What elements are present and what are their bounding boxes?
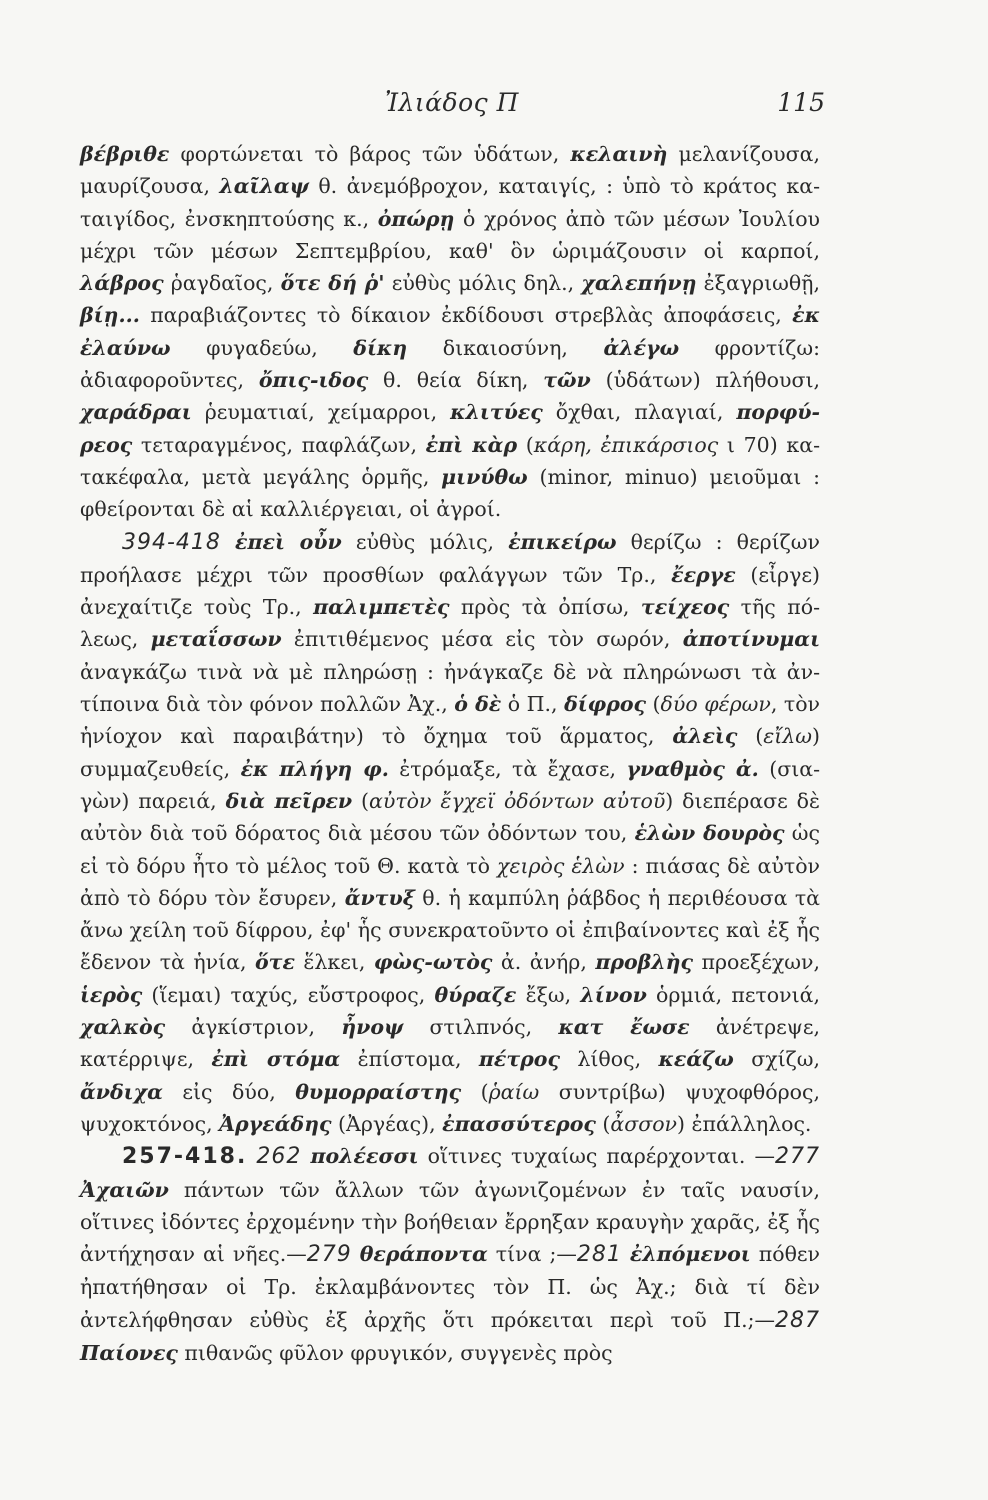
gloss-text: ( xyxy=(352,788,370,813)
gloss-text: ( xyxy=(517,432,534,457)
lemma: Ἀργεάδης xyxy=(219,1111,332,1136)
lemma: ἐπὶ κὰρ xyxy=(425,432,518,457)
lemma: λαῖλαψ xyxy=(219,174,309,199)
gloss-text: πιθανῶς φῦλον φρυγικόν, συγγενὲς πρὸς xyxy=(177,1340,613,1365)
italic-phrase: χειρὸς ἑλὼν xyxy=(497,853,625,878)
lemma: λάβρος xyxy=(80,271,164,296)
lemma: προβλὴς xyxy=(595,950,694,975)
gloss-text: δικαιοσύνη, xyxy=(407,335,604,360)
paragraph-1 xyxy=(80,138,820,526)
gloss-text xyxy=(622,1242,630,1266)
italic-phrase: εἴλω xyxy=(763,724,812,749)
gloss-text: ) ἐπάλληλος. xyxy=(677,1111,812,1136)
lemma: πολέεσσι xyxy=(310,1144,419,1169)
gloss-text: : πιάσας δὲ αὐτὸν ἀπὸ τὸ δόρυ τὸν ἔσυρεν, xyxy=(80,853,820,910)
lemma: κελαινὴ xyxy=(570,142,668,166)
gloss-text: οἵτινες τυχαίως παρέρχονται. — xyxy=(418,1144,775,1169)
gloss-text: ἐπίστομα, xyxy=(340,1047,479,1072)
gloss-text: θερίζω : θερίζων προήλασε μέχρι τῶν προσθίων φαλάγγων τῶν Τρ., xyxy=(80,529,820,587)
lemma: τῶν xyxy=(543,368,591,393)
gloss-text xyxy=(352,1242,360,1266)
gloss-text: πρὸς τὰ ὀπίσω, xyxy=(449,595,641,620)
lemma: χαράδραι xyxy=(80,400,192,425)
gloss-text: θ. ἡ καμπύλη ῥάβδος ἡ περιθέουσα τὰ ἄνω χείλη τοῦ δίφρου, ἐφ' ἧς συνεκρατοῦντο οἱ ἐπιβαίνοντες καὶ ἐξ ἧς ἔδενον τὰ ἡνία, xyxy=(80,885,821,975)
italic-phrase: κάρη, ἐπικάρσιος xyxy=(533,432,719,457)
lemma: Παίονες xyxy=(80,1340,178,1365)
gloss-text: ἐξαγριωθῇ, xyxy=(696,271,820,296)
page-number: 115 xyxy=(777,88,825,117)
gloss-text: ὄχθαι, πλαγιαί, xyxy=(542,400,737,425)
italic-phrase: δύο φέρων xyxy=(660,692,771,717)
gloss-text: συντρίβω) ψυχοφθόρος, ψυχοκτόνος, xyxy=(80,1079,820,1136)
gloss-text: ( xyxy=(461,1079,489,1104)
gloss-text: εὐθὺς μόλις, xyxy=(341,529,509,554)
gloss-text: ἀ. ἀνήρ, xyxy=(492,950,596,975)
gloss-text: εὐθὺς μόλις δηλ., xyxy=(384,271,582,296)
lemma: ἔεργε xyxy=(671,562,736,587)
lemma: ἀλέγω xyxy=(603,335,680,360)
line-reference: 394-418 xyxy=(122,529,221,555)
running-head: Ἰλιάδος Π xyxy=(385,88,519,117)
gloss-text: , τὸν ἡνίοχον καὶ παραιβάτην) τὸ ὄχημα τοῦ ἅρματος, xyxy=(80,692,821,749)
gloss-text: (ἵεμαι) ταχύς, εὔστροφος, xyxy=(142,982,435,1007)
gloss-text: πόθεν ἠπατήθησαν οἱ Τρ. ἐκλαμβάνοντες τὸν Π. ὡς Ἀχ.; διὰ τί δὲν ἀντελήφθησαν εὐθὺς ἐξ ἀρχῆς ὅτι πρόκειται περὶ τοῦ Π.;— xyxy=(80,1242,820,1332)
gloss-text: ( xyxy=(737,724,764,749)
paragraph-257-418 xyxy=(80,1140,820,1369)
lemma: ἦνοψ xyxy=(341,1015,404,1040)
lemma: ἐπὶ στόμα xyxy=(211,1047,341,1072)
lemma: θύραζε xyxy=(434,982,517,1007)
gloss-text: ( xyxy=(595,1111,611,1136)
gloss-text: πάντων τῶν ἄλλων τῶν ἀγωνιζομένων ἐν ταῖς ναυσίν, οἵτινες ἰδόντες ἐρχομένην τὴν βοήθειαν ἔρρηξαν κραυγὴν χαρᾶς, ἐξ ἧς ἀντήχησαν αἱ νῆες.— xyxy=(80,1177,820,1267)
commentary-text xyxy=(80,138,820,1369)
lemma: ἀλεὶς xyxy=(672,724,738,749)
lemma: βίῃ... xyxy=(80,303,140,328)
lemma: πορφύρεος xyxy=(80,400,820,457)
gloss-text: (εἶργε) ἀνεχαίτιζε τοὺς Τρ., xyxy=(80,562,820,620)
lemma: ὅτε xyxy=(254,950,295,975)
gloss-text: ἔξω, xyxy=(516,982,581,1007)
italic-phrase: ἆσσον xyxy=(610,1111,678,1136)
lemma: πέτρος xyxy=(478,1047,560,1072)
lemma: τείχεος xyxy=(640,595,730,620)
lemma: ἀποτίνυμαι xyxy=(682,627,821,652)
lemma: δίφρος xyxy=(564,692,647,717)
gloss-text: θ. θεία δίκη, xyxy=(368,368,544,393)
lemma: λίνον xyxy=(580,982,647,1007)
line-reference: 281 xyxy=(576,1242,622,1268)
gloss-text: τίνα ;— xyxy=(487,1242,577,1267)
lemma: ἐκ πλήγη φ. xyxy=(240,756,389,781)
gloss-text: (minor, minuo) μειοῦμαι : φθείρονται δὲ αἱ καλλιέργειαι, οἱ ἀγροί. xyxy=(80,464,820,522)
gloss-text: ( xyxy=(646,692,661,717)
gloss-text: ) διεπέρασε δὲ αὐτὸν διὰ τοῦ δόρατος διὰ μέσου τῶν ὀδόντων του, xyxy=(80,788,820,846)
gloss-text: ἀγκίστριον, xyxy=(165,1015,342,1040)
gloss-text: ἐπιτιθέμενος μέσα εἰς τὸν σωρόν, xyxy=(281,627,683,652)
lemma: κλιτύες xyxy=(450,400,543,425)
lemma: ὁ δὲ xyxy=(454,692,502,717)
gloss-text: ἀνέτρεψε, κατέρριψε, xyxy=(80,1015,820,1072)
gloss-text: (Ἀργέας), xyxy=(331,1111,443,1136)
gloss-text: ι 70) κατακέφαλα, μετὰ μεγάλης ὁρμῆς, xyxy=(80,432,820,489)
lemma: φὼς-ωτὸς xyxy=(373,950,493,975)
lemma: θυμορραίστης xyxy=(295,1079,462,1104)
line-reference: 279 xyxy=(306,1242,352,1268)
gloss-text: λίθος, xyxy=(559,1047,659,1072)
lemma: κεάζω xyxy=(658,1047,734,1072)
gloss-text: φροντίζω: ἀδιαφοροῦντες, xyxy=(80,335,820,393)
lemma: ἑλὼν δουρὸς xyxy=(634,821,785,846)
lemma: βέβριθε xyxy=(80,142,170,166)
lemma: ἱερὸς xyxy=(80,982,143,1007)
gloss-text: ὁ χρόνος ἀπὸ τῶν μέσων Ἰουλίου μέχρι τῶν μέσων Σεπτεμβρίου, καθ' ὃν ὡριμάζουσιν οἱ καρποί, xyxy=(80,206,821,263)
lemma: ἐπεὶ οὖν xyxy=(235,529,342,554)
lemma: ἐκ ἐλαύνω xyxy=(80,303,820,360)
gloss-text: ἕλκει, xyxy=(294,950,374,975)
gloss-text: φορτώνεται τὸ βάρος τῶν ὑδάτων, xyxy=(169,142,571,166)
lemma: Ἀχαιῶν xyxy=(80,1177,169,1202)
lemma: ἄντυξ xyxy=(344,885,415,910)
lemma: ὅτε δή ῥ' xyxy=(280,271,385,296)
gloss-text: μελανίζουσα, μαυρίζουσα, xyxy=(80,142,820,199)
gloss-text: τεταραγμένος, παφλάζων, xyxy=(132,432,426,457)
gloss-text: ἀναγκάζω τινὰ νὰ μὲ πληρώσῃ : ἠνάγκαζε δὲ νὰ πληρώνωσι τὰ ἀντίποινα διὰ τὸν φόνον πολλῶν Ἀχ., xyxy=(80,659,820,717)
gloss-text: φυγαδεύω, xyxy=(170,335,354,360)
lemma: χαλεπήνῃ xyxy=(581,271,697,296)
gloss-text: ῥαγδαῖος, xyxy=(163,271,281,296)
gloss-text: προεξέχων, xyxy=(693,950,821,975)
lemma: ἄνδιχα xyxy=(80,1079,163,1104)
line-range-heading: 257-418. xyxy=(122,1144,248,1170)
gloss-text: εἰς δύο, xyxy=(162,1079,296,1104)
lemma: ὀπώρῃ xyxy=(377,206,455,231)
page-header xyxy=(80,88,825,132)
line-reference: 262 xyxy=(256,1144,302,1170)
lemma: δίκη xyxy=(353,335,408,360)
gloss-text xyxy=(221,530,235,554)
gloss-text: (ὑδάτων) πλήθουσι, xyxy=(590,368,820,393)
lemma: ἐλπόμενοι xyxy=(629,1242,751,1267)
gloss-text: ἐτρόμαξε, τὰ ἔχασε, xyxy=(388,756,627,781)
lemma: διὰ πεῖρεν xyxy=(225,788,353,813)
lemma: γναθμὸς ἀ. xyxy=(626,756,759,781)
line-reference: 287 xyxy=(775,1307,820,1333)
lemma: μινύθω xyxy=(441,464,528,489)
lemma: ἐπασσύτερος xyxy=(442,1111,596,1136)
italic-phrase: αὐτὸν ἔγχεϊ ὀδόντων αὐτοῦ xyxy=(369,788,666,813)
gloss-text: θ. ἀνεμόβροχον, καταιγίς, : ὑπὸ τὸ κράτος καταιγίδος, ἐνσκηπτούσης κ., xyxy=(80,174,820,231)
gloss-text: ) συμμαζευθείς, xyxy=(80,724,820,781)
gloss-text: παραβιάζοντες τὸ δίκαιον ἐκδίδουσι στρεβλὰς ἀποφάσεις, xyxy=(139,303,793,328)
line-reference: 277 xyxy=(774,1144,820,1170)
lemma: κατ ἔωσε xyxy=(558,1015,690,1040)
gloss-text: ὁ Π., xyxy=(501,692,565,717)
paragraph-394-418 xyxy=(80,526,820,1141)
lemma: ὄπις-ιδος xyxy=(258,368,369,393)
lemma: παλιμπετὲς xyxy=(313,595,450,620)
gloss-text: σχίζω, xyxy=(733,1047,820,1072)
italic-phrase: ῥαίω xyxy=(488,1079,540,1104)
gloss-text: στιλπνός, xyxy=(403,1015,559,1040)
gloss-text: (σιαγὼν) παρειά, xyxy=(80,756,821,813)
gloss-text: ῥευματιαί, χείμαρροι, xyxy=(191,400,451,425)
lemma: μεταΐσσων xyxy=(150,627,282,652)
gloss-text: ὁρμιά, πετονιά, xyxy=(646,982,820,1007)
gloss-text: ὡς εἰ τὸ δόρυ ἦτο τὸ μέλος τοῦ Θ. κατὰ τὸ xyxy=(80,821,821,878)
gloss-text: τῆς πόλεως, xyxy=(80,595,820,652)
lemma: θεράποντα xyxy=(359,1242,488,1267)
lemma: ἐπικείρω xyxy=(508,529,617,554)
lemma: χαλκὸς xyxy=(80,1015,166,1040)
